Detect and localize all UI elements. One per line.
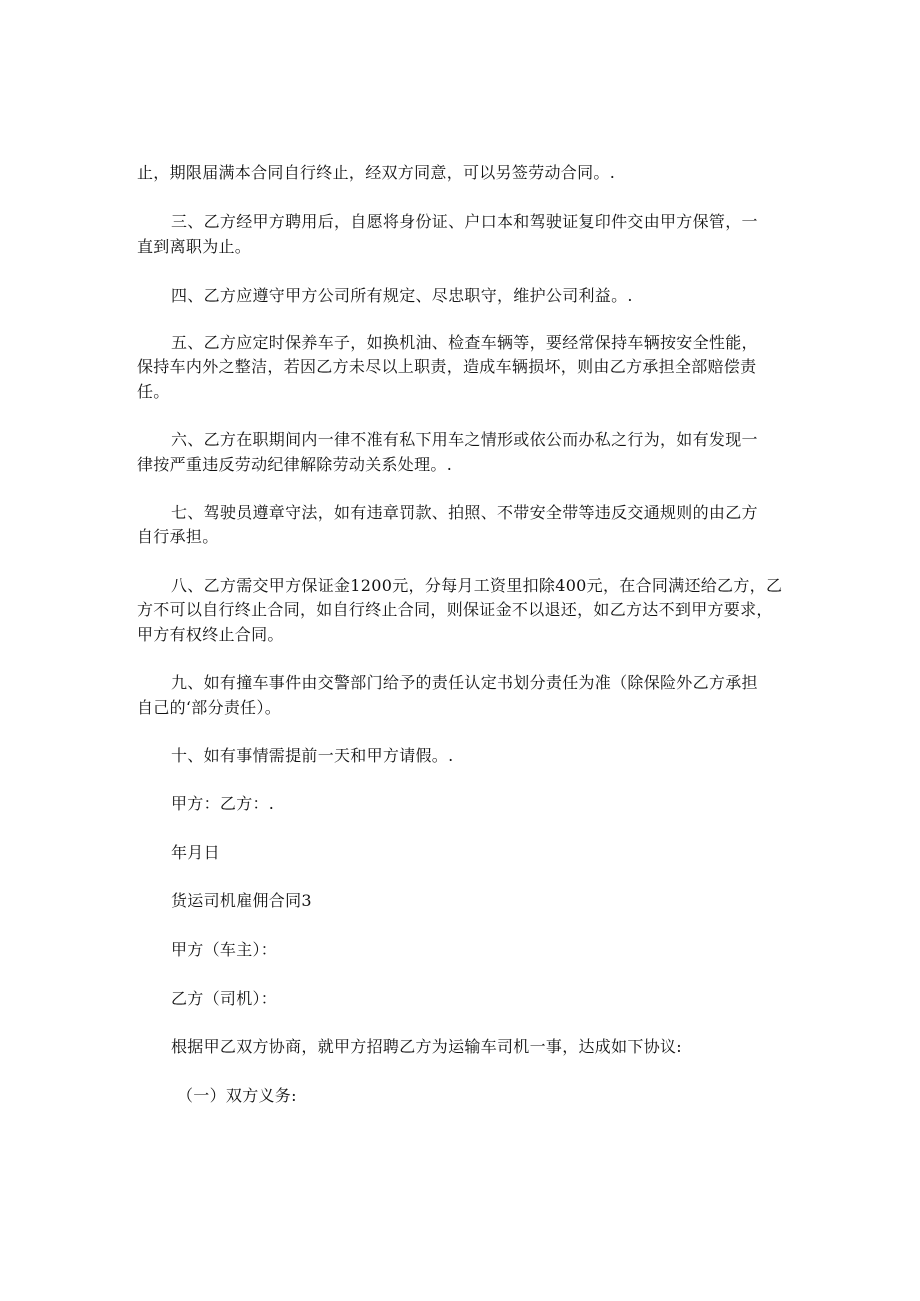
text-line: 方不可以自行终止合同，如自行终止合同，则保证金不以退还，如乙方达不到甲方要求， [137, 600, 773, 619]
text-line: 自己的‘部分责任）。 [137, 698, 282, 717]
text-line: 六、乙方在职期间内一律不准有私下用车之情形或依公而办私之行为，如有发现一 [171, 430, 758, 449]
text-line: （一）双方义务: [177, 1086, 297, 1105]
text-line: 年月日 [171, 843, 220, 862]
text-line: 甲方（车主）： [171, 940, 278, 959]
text-line: 自行承担。 [137, 527, 219, 546]
text-line: 七、驾驶员遵章守法，如有违章罚款、拍照、不带安全带等违反交通规则的由乙方 [171, 503, 758, 522]
text-line: 止，期限届满本合同自行终止，经双方同意，可以另签劳动合同。. [137, 163, 616, 182]
text-line: 三、乙方经甲方聘用后，自愿将身份证、户口本和驾驶证复印件交由甲方保管，一 [171, 212, 758, 231]
text-line: 甲方：乙方：. [171, 794, 275, 813]
text-line: 根据甲乙双方协商，就甲方招聘乙方为运输车司机一事，达成如下协议: [171, 1037, 682, 1056]
text-line: 货运司机雇佣合同3 [171, 891, 312, 910]
text-line: 甲方有权终止合同。 [137, 625, 284, 644]
text-line: 八、乙方需交甲方保证金1200元，分每月工资里扣除400元，在合同满还给乙方，乙 [171, 576, 783, 595]
text-line: 保持车内外之整洁，若因乙方未尽以上职责，造成车辆损坏，则由乙方承担全部赔偿责 [137, 357, 757, 376]
text-line: 五、乙方应定时保养车子，如换机油、检查车辆等，要经常保持车辆按安全性能， [171, 333, 758, 352]
text-line: 乙方（司机）： [171, 989, 278, 1008]
text-line: 直到离职为止。 [137, 237, 252, 256]
text-line: 十、如有事情需提前一天和甲方请假。. [171, 746, 454, 765]
text-line: 律按严重违反劳动纪律解除劳动关系处理。. [137, 455, 453, 474]
text-line: 任。 [137, 382, 170, 401]
text-line: 九、如有撞车事件由交警部门给予的责任认定书划分责任为准（除保险外乙方承担 [171, 673, 758, 692]
text-line: 四、乙方应遵守甲方公司所有规定、尽忠职守，维护公司利益。. [171, 286, 633, 305]
